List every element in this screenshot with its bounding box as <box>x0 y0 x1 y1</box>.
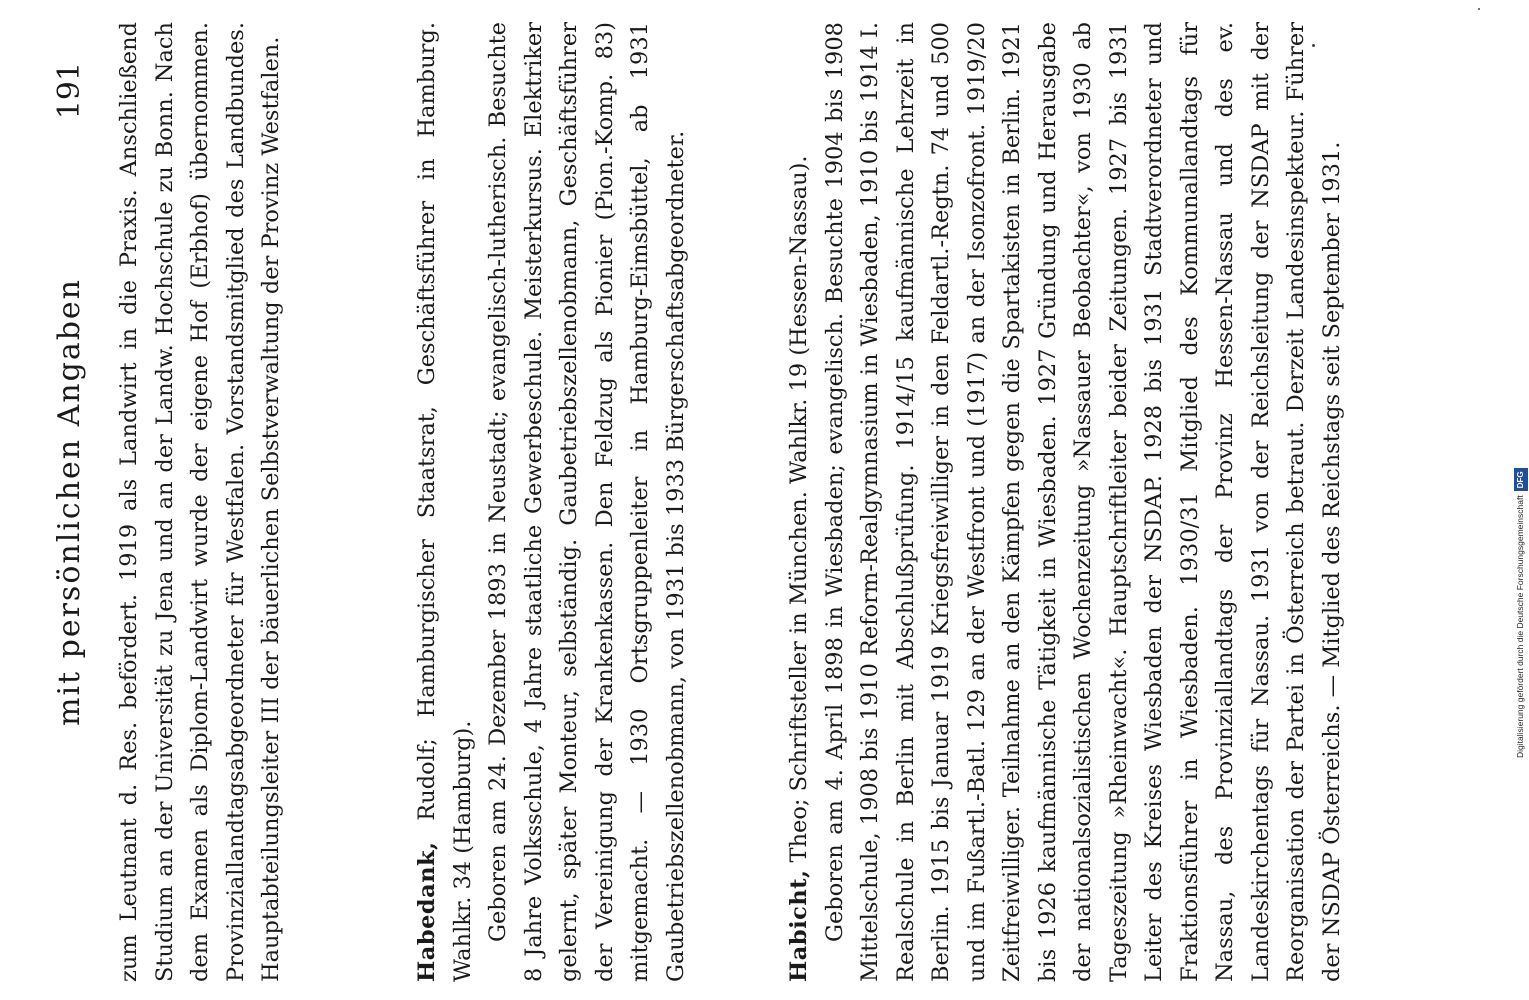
scan-speck <box>1312 44 1315 47</box>
entry-paragraph: Geboren am 4. April 1898 in Wiesbaden; evangelisch. Besuchte 1904 bis 1908 Mittelschule, 1908 bis 1910 Reform-Realgymnasium in Wiesbaden, 1910 bis 1914 I. Realschule in Berlin mit Abschlußprüfung. 1914/15 kaufmännische Lehrzeit in Berlin. 1915 bis Januar 1919 Kriegsfreiwilliger in den Feldartl.-Regtn. 74 und 500 und im Fußartl.-Batl. 129 an der Westfront und (1917) an der Isonzofront. 1919/20 Zeitfreiwilliger. Teilnahme an den Kämpfen gegen die Spartakisten in Berlin. 1921 bis 1926 kaufmännische Tätigkeit in Wiesbaden. 1927 Gründung und Herausgabe der nationalsozialistischen Wochenzeitung »Nassauer Beobachter«, von 1930 ab Tageszeitung »Rheinwacht«. Hauptschriftleiter beider Zeitungen. 1927 bis 1931 Leiter des Kreises Wiesbaden der NSDAP. 1928 bis 1931 Stadtverordneter und Fraktionsführer in Wiesbaden. 1930/31 Mitglied des Kommunallandtags für Nassau, des Provinziallandtags der Provinz Hessen-Nassau und des ev. Landeskirchentags für Nassau. 1931 von der Reichsleitung der NSDAP mit der Reorganisation der Partei in Österreich betraut. Derzeit Landesinspekteur. Führer der NSDAP Österreichs. — Mitglied des Reichstags seit September 1931. <box>821 22 1345 982</box>
dfg-logo: DFG <box>1514 468 1528 491</box>
entry-name: Habedank, <box>414 841 440 982</box>
rotated-page-content <box>14 22 1434 982</box>
page-number: 191 <box>52 62 87 120</box>
dfg-note-text: Digitalisierung gefördert durch die Deutsche Forschungsgemeinschaft <box>1515 495 1525 758</box>
entry-heading: Theo; Schriftsteller in München. Wahlkr. 19 (Hessen-Nassau). <box>786 155 812 870</box>
entry-continuation <box>112 22 290 982</box>
entry-habicht <box>782 22 1350 982</box>
entry-habedank <box>410 22 694 982</box>
scan-speck <box>1478 8 1480 10</box>
entry-paragraph: Geboren am 24. Dezember 1893 in Neustadt; evangelisch-lutherisch. Besuchte 8 Jahre Volksschule, 4 Jahre staatliche Gewerbeschule. Meisterkursus. Elektriker gelernt, später Monteur, selbständig. Gaubetriebszellenobmann, Geschäftsführer der Vereinigung der Krankenkassen. Den Feldzug als Pionier (Pion.-Komp. 83) mitgemacht. — 1930 Ortsgruppenleiter in Hamburg-Eimsbüttel, ab 1931 Gaubetriebszellenobmann, von 1931 bis 1933 Bürgerschaftsabgeordneter. <box>485 22 689 982</box>
running-title: mit persönlichen Angaben <box>52 278 87 726</box>
entry-name: Habicht, <box>786 869 812 982</box>
page-header <box>52 22 92 982</box>
entry-paragraph: zum Leutnant d. Res. befördert. 1919 als Landwirt in die Praxis. Anschließend Studium an der Universität zu Jena und an der Landw. Hochschule zu Bonn. Nach dem Examen als Diplom-Landwirt wurde der eigene Hof (Erbhof) übernommen. Provinziallandtagsabgeordneter für Westfalen. Vorstandsmitglied des Landbundes. Hauptabteilungsleiter III der bäuerlichen Selbstverwaltung der Provinz Westfalen. <box>116 22 284 982</box>
entry-heading: Rudolf; Hamburgischer Staatsrat, Geschäftsführer in Hamburg. Wahlkr. 34 (Hamburg). <box>414 22 476 982</box>
dfg-side-note <box>1512 8 1526 768</box>
